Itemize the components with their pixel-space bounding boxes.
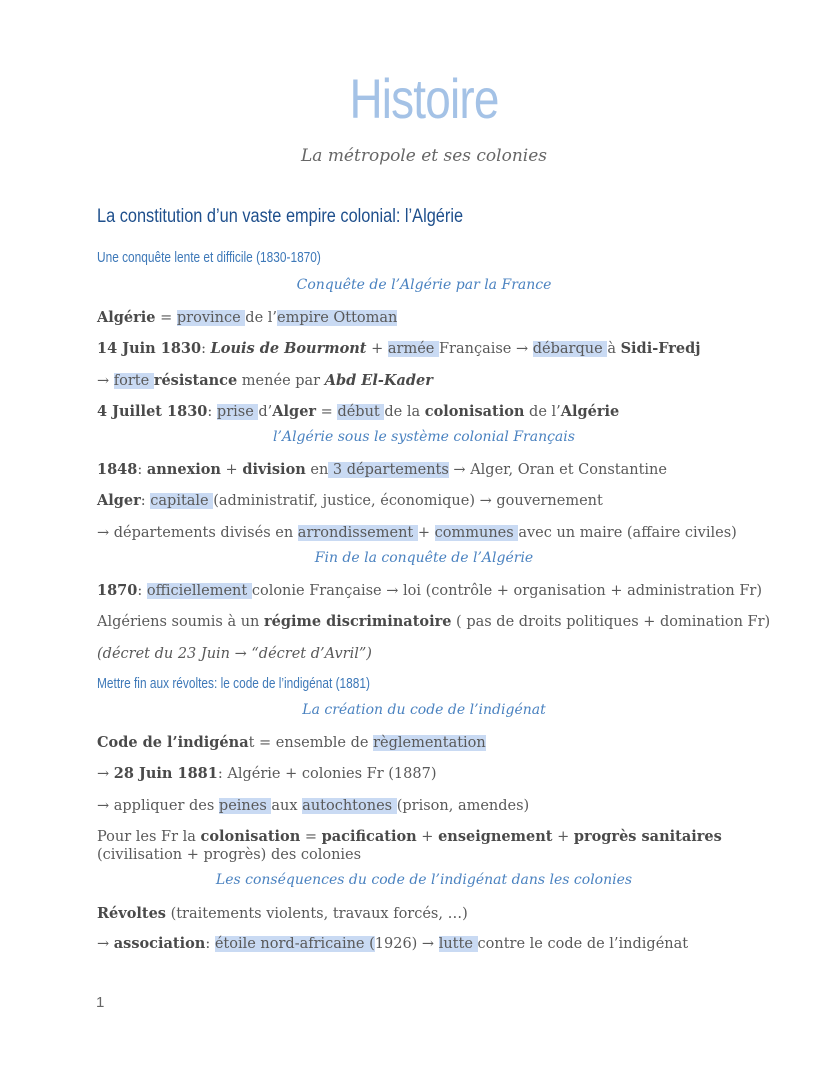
- text: : Algérie + colonies Fr (1887): [217, 766, 437, 782]
- highlight: débarque: [532, 341, 608, 357]
- bold-term: régime discriminatoire: [264, 613, 452, 630]
- line-revoltes: [97, 905, 468, 923]
- highlight: 3 départements: [328, 462, 449, 478]
- highlight: étoile nord-africaine (: [214, 936, 375, 952]
- text: → départements divisés en: [97, 525, 298, 541]
- highlight: début: [337, 404, 385, 420]
- line-14-juin-1830: [97, 340, 701, 358]
- text: =: [155, 310, 177, 326]
- bold-term: Alger: [97, 492, 141, 509]
- text: (traitements violents, travaux forcés, …): [165, 906, 468, 922]
- line-algerie-province: [97, 309, 397, 327]
- text: de l’: [245, 310, 278, 326]
- date: 1848: [97, 461, 138, 478]
- text: Pour les Fr la: [97, 829, 201, 845]
- text: 1926) →: [374, 936, 439, 952]
- text: (administratif, justice, économique) → gouvernement: [213, 493, 603, 509]
- text: =: [300, 829, 322, 845]
- line-decret: (décret du 23 Juin → “décret d’Avril”): [97, 646, 372, 662]
- heading-3-conquete-france: Conquête de l’Algérie par la France: [296, 277, 552, 293]
- person-name: Louis de Bourmont: [210, 340, 367, 357]
- text: =: [316, 404, 338, 420]
- text: :: [201, 341, 211, 357]
- line-peines: [97, 797, 529, 815]
- page-title: Histoire: [349, 67, 499, 130]
- highlight: prise: [216, 404, 259, 420]
- text: Française →: [438, 341, 533, 357]
- date: 28 Juin 1881: [113, 765, 218, 782]
- text: de l’: [524, 404, 561, 420]
- arrow: →: [97, 936, 114, 952]
- text: +: [552, 829, 574, 845]
- person-name: Abd El-Kader: [324, 372, 433, 389]
- line-pour-les-fr: [97, 828, 722, 846]
- highlight: forte: [113, 373, 154, 389]
- text: avec un maire (affaire civiles): [518, 525, 737, 541]
- bold-term: Code de l’indigéna: [97, 734, 249, 751]
- bold-term: résistance: [153, 372, 238, 389]
- line-alger-capitale: [97, 492, 603, 510]
- text: +: [366, 341, 388, 357]
- text: → appliquer des: [97, 798, 219, 814]
- text: :: [140, 493, 151, 509]
- line-forte-resistance: [97, 372, 433, 390]
- line-1848: [97, 461, 667, 479]
- bold-term: Algérie: [97, 309, 156, 326]
- highlight: empire Ottoman: [277, 310, 398, 326]
- line-28-juin-1881: [97, 765, 437, 783]
- bold-term: association: [113, 935, 206, 952]
- text: :: [137, 462, 147, 478]
- text: (prison, amendes): [396, 798, 530, 814]
- text: t = ensemble de: [248, 735, 374, 751]
- text: :: [205, 936, 215, 952]
- bold-term: progrès sanitaires: [573, 828, 722, 845]
- highlight: règlementation: [373, 735, 486, 751]
- text: à: [607, 341, 621, 357]
- text: aux: [271, 798, 303, 814]
- text: en: [305, 462, 329, 478]
- highlight: capitale: [150, 493, 214, 509]
- highlight: lutte: [438, 936, 478, 952]
- heading-3-consequences: Les conséquences du code de l’indigénat dans les colonies: [215, 872, 633, 888]
- text: +: [417, 525, 435, 541]
- text: de la: [384, 404, 425, 420]
- page-subtitle: La métropole et ses colonies: [300, 146, 548, 166]
- highlight: autochtones: [302, 798, 397, 814]
- highlight: officiellement: [146, 583, 252, 599]
- text: d’: [258, 404, 273, 420]
- text: +: [220, 462, 243, 478]
- highlight: communes: [434, 525, 519, 541]
- heading-3-creation-code: La création du code de l’indigénat: [302, 702, 546, 718]
- text: menée par: [237, 373, 325, 389]
- bold-term: Algérie: [560, 403, 620, 420]
- heading-2-conquete: Une conquête lente et difficile (1830-1870): [97, 250, 321, 266]
- heading-3-fin-conquete: Fin de la conquête de l’Algérie: [314, 550, 534, 566]
- text: colonie Française → loi (contrôle + organisation + administration Fr): [251, 583, 763, 599]
- bold-term: division: [242, 461, 306, 478]
- line-code-indigenat: [97, 734, 486, 752]
- place-name: Sidi-Fredj: [620, 340, 701, 357]
- text: Algériens soumis à un: [97, 614, 264, 630]
- arrow: →: [97, 373, 114, 389]
- text: ( pas de droits politiques + domination Fr): [451, 614, 771, 630]
- heading-3-systeme-colonial: l’Algérie sous le système colonial Français: [273, 429, 575, 445]
- line-4-juillet-1830: [97, 403, 619, 421]
- bold-term: annexion: [146, 461, 221, 478]
- text: → Alger, Oran et Constantine: [448, 462, 667, 478]
- highlight: armée: [387, 341, 439, 357]
- highlight: province: [176, 310, 246, 326]
- line-association: [97, 935, 688, 953]
- text: :: [137, 583, 147, 599]
- highlight: peines: [218, 798, 272, 814]
- date: 1870: [97, 582, 138, 599]
- page-number: 1: [96, 994, 105, 1011]
- date: 14 Juin 1830: [97, 340, 202, 357]
- heading-1: La constitution d’un vaste empire colonial: l’Algérie: [97, 206, 464, 227]
- highlight: arrondissement: [297, 525, 418, 541]
- line-civilisation: (civilisation + progrès) des colonies: [97, 847, 362, 863]
- text: :: [207, 404, 217, 420]
- line-regime-discriminatoire: [97, 613, 770, 631]
- arrow: →: [97, 766, 114, 782]
- bold-term: pacification: [321, 828, 417, 845]
- line-departements: [97, 524, 737, 542]
- text: +: [416, 829, 439, 845]
- line-1870: [97, 582, 762, 600]
- bold-term: enseignement: [438, 828, 553, 845]
- bold-term: Révoltes: [97, 905, 166, 922]
- bold-term: Alger: [272, 403, 317, 420]
- text: contre le code de l’indigénat: [477, 936, 689, 952]
- bold-term: colonisation: [200, 828, 301, 845]
- bold-term: colonisation: [424, 403, 525, 420]
- date: 4 Juillet 1830: [97, 403, 208, 420]
- heading-2-code-indigenat: Mettre fin aux révoltes: le code de l’indigénat (1881): [97, 676, 370, 692]
